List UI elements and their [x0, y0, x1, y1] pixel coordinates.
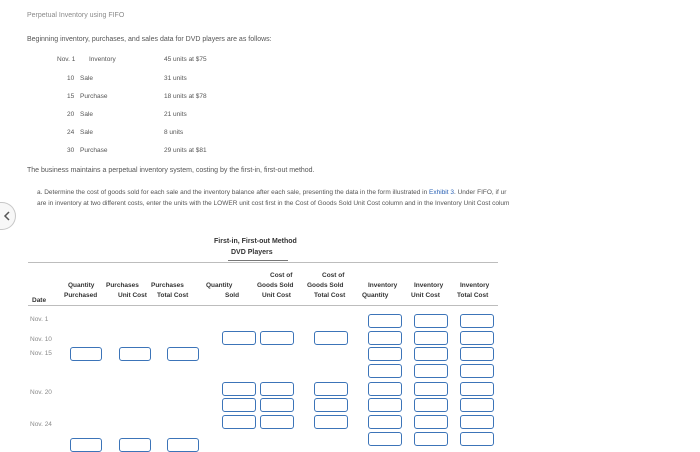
- row-date: Nov. 15: [30, 350, 52, 357]
- row-date: Nov. 24: [30, 421, 52, 428]
- data-date: Nov. 1: [57, 56, 76, 63]
- problem-intro: Beginning inventory, purchases, and sales data for DVD players are as follows:: [27, 36, 272, 43]
- header-goods-sold: Goods Sold: [257, 282, 294, 289]
- purchases-total-cost-input[interactable]: [167, 438, 199, 452]
- header-total-cost: Total Cost: [157, 292, 189, 299]
- inv-total-cost-input[interactable]: [460, 382, 494, 396]
- cogs-unit-cost-input[interactable]: [260, 398, 294, 412]
- table-rule-header: [28, 305, 498, 306]
- cogs-total-header-line1: Cost of: [322, 272, 345, 279]
- data-date: 30: [67, 147, 75, 154]
- inv-total-cost-input[interactable]: [460, 398, 494, 412]
- inv-quantity-input[interactable]: [368, 314, 402, 328]
- header-inventory-2: Inventory: [414, 282, 444, 289]
- data-date: 15: [67, 93, 75, 100]
- qty-purchased-input[interactable]: [70, 438, 102, 452]
- instruction-text-end: . Under FIFO, if ur: [453, 189, 507, 196]
- header-goods-sold-2: Goods Sold: [307, 282, 344, 289]
- collapse-panel-button[interactable]: [0, 202, 16, 230]
- header-purchases: Purchases: [106, 282, 139, 289]
- header-unit-cost: Unit Cost: [118, 292, 147, 299]
- data-desc: Purchase: [80, 147, 108, 154]
- header-inv-quantity: Quantity: [362, 292, 389, 299]
- header-inventory: Inventory: [368, 282, 398, 289]
- qty-sold-input[interactable]: [222, 331, 256, 345]
- inv-unit-cost-input[interactable]: [414, 364, 448, 378]
- data-date: 10: [67, 75, 75, 82]
- inv-unit-cost-input[interactable]: [414, 432, 448, 446]
- purchases-unit-cost-input[interactable]: [119, 438, 151, 452]
- cogs-unit-cost-input[interactable]: [260, 382, 294, 396]
- inv-quantity-input[interactable]: [368, 347, 402, 361]
- data-desc: Inventory: [89, 56, 116, 63]
- data-detail: 21 units: [164, 111, 187, 118]
- qty-sold-input[interactable]: [222, 398, 256, 412]
- qty-sold-input[interactable]: [222, 415, 256, 429]
- inv-quantity-input[interactable]: [368, 415, 402, 429]
- inv-quantity-input[interactable]: [368, 432, 402, 446]
- inv-unit-cost-input[interactable]: [414, 415, 448, 429]
- qty-purchased-input[interactable]: [70, 347, 102, 361]
- instruction-line-1: [37, 189, 506, 196]
- data-desc: Sale: [80, 75, 94, 82]
- cogs-unit-cost-input[interactable]: [260, 415, 294, 429]
- row-date: Nov. 1: [30, 316, 49, 323]
- header-quantity-sold: Quantity: [206, 282, 233, 289]
- inv-total-cost-input[interactable]: [460, 415, 494, 429]
- data-date: 24: [67, 129, 75, 136]
- inv-quantity-input[interactable]: [368, 382, 402, 396]
- chevron-left-icon: [3, 211, 11, 221]
- header-sold: Sold: [225, 292, 240, 299]
- header-purchases-2: Purchases: [151, 282, 184, 289]
- cogs-total-cost-input[interactable]: [314, 398, 348, 412]
- method-note: The business maintains a perpetual inventory system, costing by the first-in, first-out method.: [27, 167, 315, 174]
- inv-quantity-input[interactable]: [368, 398, 402, 412]
- inv-unit-cost-input[interactable]: [414, 314, 448, 328]
- data-detail: 8 units: [164, 129, 184, 136]
- row-date: Nov. 10: [30, 336, 52, 343]
- inv-total-cost-input[interactable]: [460, 432, 494, 446]
- data-date: 20: [67, 111, 75, 118]
- purchases-unit-cost-input[interactable]: [119, 347, 151, 361]
- data-desc: Sale: [80, 129, 94, 136]
- header-inv-total-cost: Total Cost: [457, 292, 489, 299]
- problem-title: Perpetual Inventory using FIFO: [27, 12, 125, 19]
- header-quantity: Quantity: [68, 282, 95, 289]
- cogs-total-cost-input[interactable]: [314, 415, 348, 429]
- table-title: First-in, First-out Method: [214, 238, 297, 245]
- header-inv-unit-cost: Unit Cost: [411, 292, 440, 299]
- header-date: Date: [32, 297, 47, 304]
- header-cogs-unit-cost: Unit Cost: [262, 292, 291, 299]
- cogs-total-cost-input[interactable]: [314, 382, 348, 396]
- instruction-line-2: are in inventory at two different costs, enter the units with the LOWER unit cost first in the Cost of Goods Sold Unit Cost column and in the Inventory Unit Cost colum: [37, 200, 510, 207]
- header-purchased: Purchased: [64, 292, 98, 299]
- data-desc: Sale: [80, 111, 94, 118]
- qty-sold-input[interactable]: [222, 382, 256, 396]
- inv-total-cost-input[interactable]: [460, 314, 494, 328]
- cogs-header-line1: Cost of: [270, 272, 293, 279]
- inv-total-cost-input[interactable]: [460, 331, 494, 345]
- inv-unit-cost-input[interactable]: [414, 398, 448, 412]
- row-date: Nov. 20: [30, 389, 52, 396]
- data-detail: 29 units at $81: [164, 147, 207, 154]
- table-rule-top: [28, 262, 498, 263]
- data-desc: Purchase: [80, 93, 108, 100]
- inv-total-cost-input[interactable]: [460, 347, 494, 361]
- table-subtitle: DVD Players: [231, 249, 273, 256]
- inv-quantity-input[interactable]: [368, 364, 402, 378]
- cogs-total-cost-input[interactable]: [314, 331, 348, 345]
- data-detail: 45 units at $75: [164, 56, 207, 63]
- header-cogs-total-cost: Total Cost: [314, 292, 346, 299]
- purchases-total-cost-input[interactable]: [167, 347, 199, 361]
- inv-unit-cost-input[interactable]: [414, 347, 448, 361]
- inv-unit-cost-input[interactable]: [414, 331, 448, 345]
- cogs-unit-cost-input[interactable]: [260, 331, 294, 345]
- subtitle-underline: [228, 260, 288, 261]
- instruction-text: a. Determine the cost of goods sold for each sale and the inventory balance after each sale, presenting the data in the form illustrated in: [37, 189, 428, 196]
- header-inventory-3: Inventory: [460, 282, 490, 289]
- exhibit-link[interactable]: Exhibit 3: [429, 189, 454, 196]
- data-detail: 31 units: [164, 75, 187, 82]
- inv-unit-cost-input[interactable]: [414, 382, 448, 396]
- inv-total-cost-input[interactable]: [460, 364, 494, 378]
- data-detail: 18 units at $78: [164, 93, 207, 100]
- inv-quantity-input[interactable]: [368, 331, 402, 345]
